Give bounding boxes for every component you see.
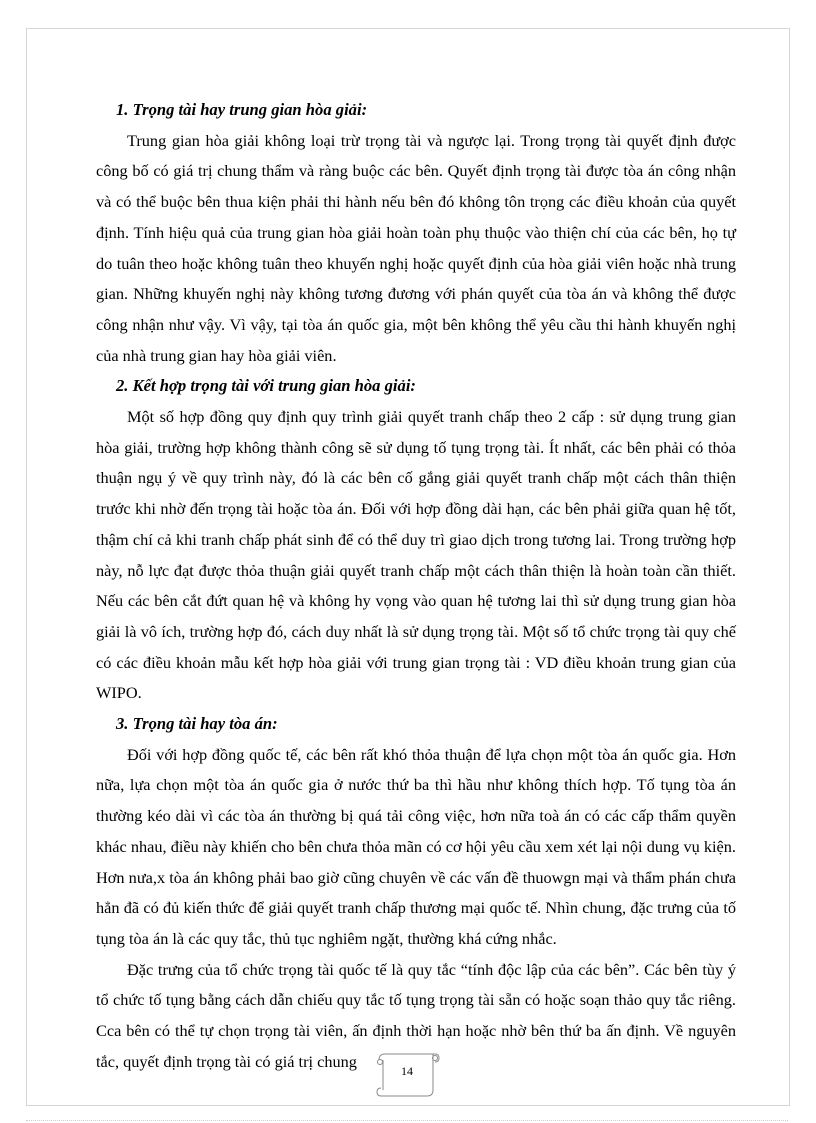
- section-1-heading: 1. Trọng tài hay trung gian hòa giải:: [116, 100, 368, 119]
- document-body: [96, 95, 736, 1078]
- bottom-divider: [26, 1120, 788, 1122]
- section-2-heading: 2. Kết hợp trọng tài với trung gian hòa giải:: [116, 376, 416, 396]
- section-3-heading: 3. Trọng tài hay tòa án:: [116, 714, 278, 734]
- section-2-paragraph-1: Một số hợp đồng quy định quy trình giải quyết tranh chấp theo 2 cấp : sử dụng trung gian hòa giải, trường hợp không thành công sẽ sử dụng tố tụng trọng tài. Ít nhất, các bên phải có thỏa thuận ngụ ý về quy trình này, đó là các bên cố gắng giải quyết tranh chấp một cách thân thiện trước khi nhờ đến trọng tài hoặc tòa án. Đối với hợp đồng dài hạn, các bên phải giữa quan hệ tốt, thậm chí cả khi tranh chấp phát sinh để có thể duy trì giao dịch trong tương lai. Trong trường hợp này, nỗ lực đạt được thỏa thuận giải quyết tranh chấp một cách thân thiện là hoàn toàn cần thiết. Nếu các bên cắt đứt quan hệ và không hy vọng vào quan hệ tương lai thì sử dụng trung gian hòa giải là vô ích, trường hợp đó, cách duy nhất là sử dụng trọng tài. Một số tổ chức trọng tài quy chế có các điều khoản mẫu kết hợp hòa giải với trung gian trọng tài : VD điều khoản trung gian của WIPO.: [96, 407, 736, 703]
- section-3-paragraph-1: Đối với hợp đồng quốc tế, các bên rất khó thỏa thuận để lựa chọn một tòa án quốc gia. Hơn nữa, lựa chọn một tòa án quốc gia ở nước thứ ba thì hầu như không thích hợp. Tố tụng tòa án thường kéo dài vì các tòa án thường bị quá tải công việc, hơn nữa toà án có các cấp thẩm quyền khác nhau, điều này khiến cho bên chưa thỏa mãn có cơ hội yêu cầu xem xét lại nội dung vụ kiện. Hơn nưa,x tòa án không phải bao giờ cũng chuyên về các vấn đề thuowgn mại và thẩm phán chưa hẳn đã có đủ kiến thức để giải quyết tranh chấp thương mại quốc tế. Nhìn chung, đặc trưng của tố tụng tòa án là các quy tắc, thủ tục nghiêm ngặt, thường khá cứng nhắc.: [96, 744, 736, 948]
- section-1-paragraph-1: Trung gian hòa giải không loại trừ trọng tài và ngược lại. Trong trọng tài quyết định được công bố có giá trị chung thẩm và ràng buộc các bên. Quyết định trọng tài được tòa án công nhận và có thể buộc bên thua kiện phải thi hành nếu bên đó không tôn trọng các điều khoản của quyết định. Tính hiệu quả của trung gian hòa giải hoàn toàn phụ thuộc vào thiện chí của các bên, họ tự do tuân theo hoặc không tuân theo khuyến nghị hoặc quyết định của hòa giải viên hoặc nhà trung gian. Những khuyến nghị này không tương đương với phán quyết của tòa án và không thể được công nhận như vậy. Vì vậy, tại tòa án quốc gia, một bên không thể yêu cầu thi hành khuyến nghị của nhà trung gian hay hòa giải viên.: [96, 130, 736, 365]
- page-footer: [367, 1050, 447, 1100]
- page-number: 14: [401, 1064, 413, 1078]
- section-3-paragraph-2: Đặc trưng của tổ chức trọng tài quốc tế là quy tắc “tính độc lập của các bên”. Các bên tùy ý tổ chức tố tụng bằng cách dẫn chiếu quy tắc tố tụng trọng tài sẵn có hoặc soạn thảo quy tắc riêng. Cca bên có thể tự chọn trọng tài viên, ấn định thời hạn hoặc nhờ bên thứ ba ấn định. Về nguyên tắc, quyết định trọng tài có giá trị chung: [96, 959, 736, 1071]
